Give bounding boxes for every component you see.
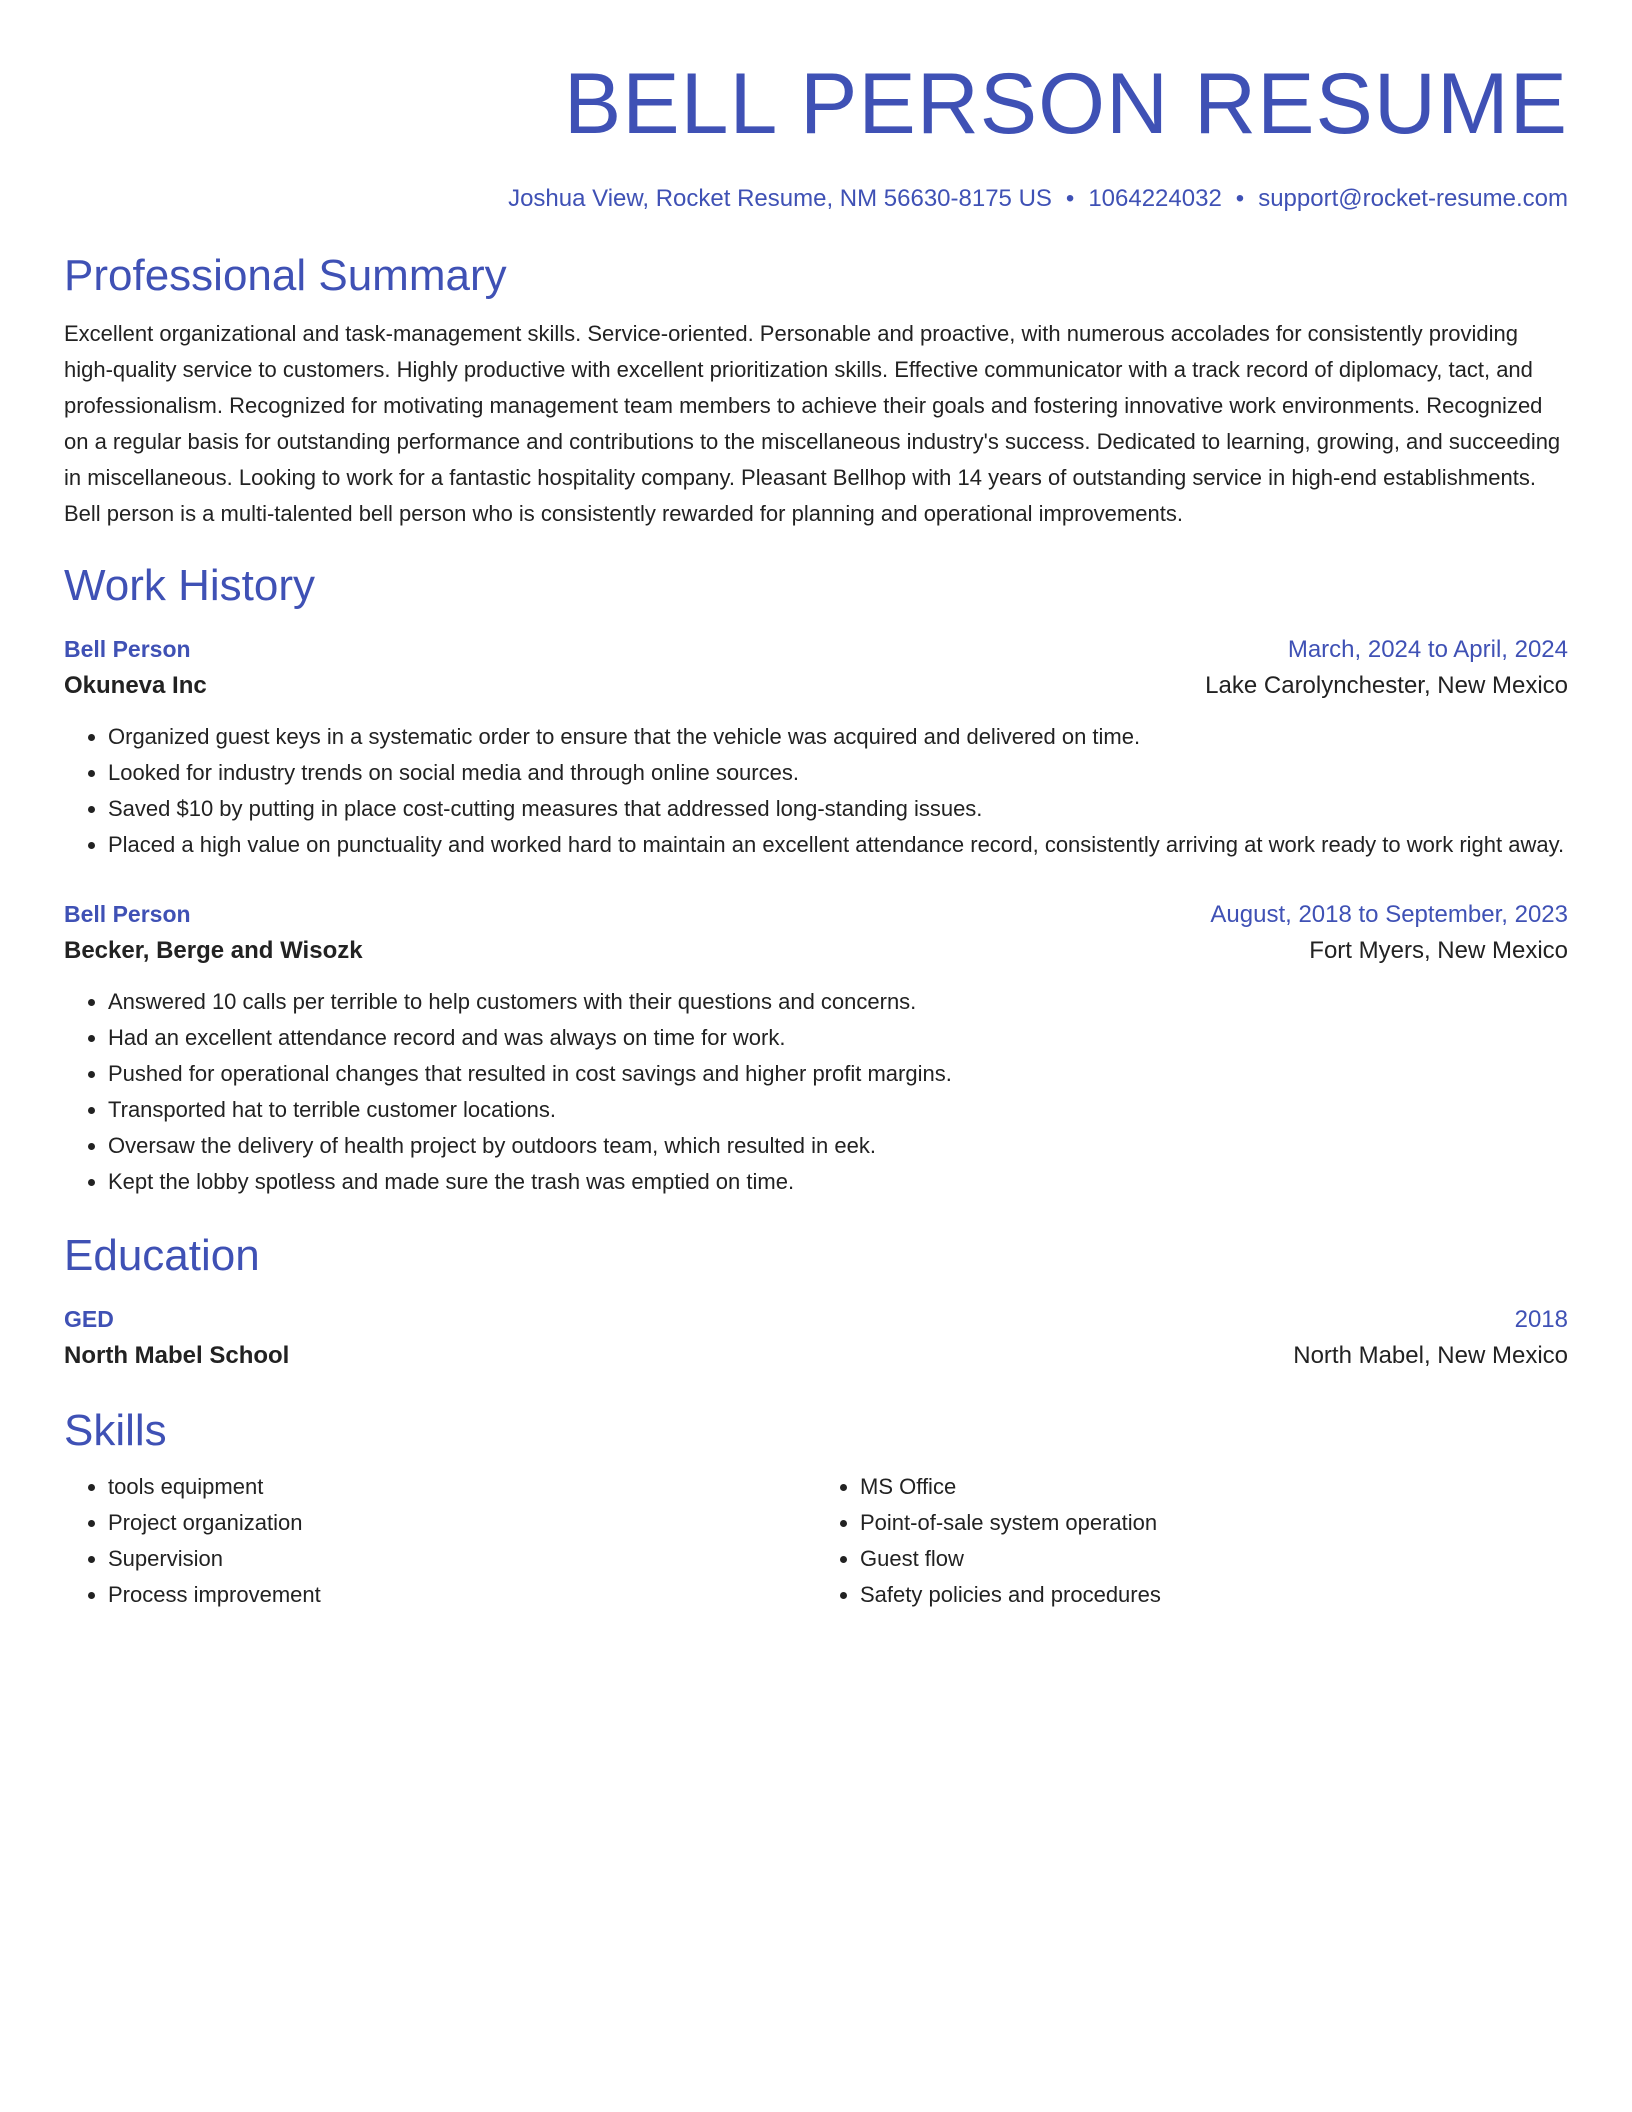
education-degree: GED bbox=[64, 1306, 114, 1332]
job-title: Bell Person bbox=[64, 901, 191, 927]
job-bullet: • Pushed for operational changes that resulted in cost savings and higher profit margins. bbox=[108, 1056, 1568, 1092]
job-bullets bbox=[64, 719, 1568, 863]
job-dates: March, 2024 to April, 2024 bbox=[1287, 636, 1568, 663]
job-bullets bbox=[64, 984, 1568, 1200]
skill-item: • Process improvement bbox=[108, 1577, 816, 1613]
job-bullet: • Transported hat to terrible customer locations. bbox=[108, 1092, 1568, 1128]
education-location: North Mabel, New Mexico bbox=[1293, 1342, 1568, 1369]
resume-header bbox=[64, 56, 1568, 214]
summary-heading: Professional Summary bbox=[64, 251, 507, 300]
skills-heading: Skills bbox=[64, 1406, 167, 1455]
education-heading: Education bbox=[64, 1231, 260, 1280]
skill-item: • tools equipment bbox=[108, 1469, 816, 1505]
contact-separator: • bbox=[1235, 185, 1245, 212]
summary-text: Excellent organizational and task-management skills. Service-oriented. Personable and proactive, with numerous accolades for consistently providing high-quality service to customers. Highly productive with excellent prioritization skills. Effective communicator with a track record of diplomacy, tact, and professionalism. Recognized for motivating management team members to achieve their goals and fostering innovative work environments. Recognized on a regular basis for outstanding performance and contributions to the miscellaneous industry's success. Dedicated to learning, growing, and succeeding in miscellaneous. Looking to work for a fantastic hospitality company. Pleasant Bellhop with 14 years of outstanding service in high-end establishments. Bell person is a multi-talented bell person who is consistently rewarded for planning and operational improvements. bbox=[64, 321, 1561, 526]
resume-name: BELL PERSON RESUME bbox=[563, 56, 1568, 152]
job-bullet: • Placed a high value on punctuality and worked hard to maintain an excellent attendance record, consistently arriving at work ready to work right away. bbox=[108, 827, 1568, 863]
job-company: Okuneva Inc bbox=[64, 672, 207, 699]
education-entry bbox=[64, 1302, 1568, 1375]
education-school: North Mabel School bbox=[64, 1342, 290, 1369]
education-school-row bbox=[64, 1337, 1568, 1375]
job-bullet: • Organized guest keys in a systematic order to ensure that the vehicle was acquired and delivered on time. bbox=[108, 719, 1568, 755]
job-company-row bbox=[64, 932, 1568, 970]
skill-item: • Supervision bbox=[108, 1541, 816, 1577]
skill-item: • Point-of-sale system operation bbox=[860, 1505, 1568, 1541]
contact-email: support@rocket-resume.com bbox=[1258, 185, 1568, 212]
education-header-row bbox=[64, 1302, 1568, 1337]
job-location: Fort Myers, New Mexico bbox=[1309, 937, 1568, 964]
contact-separator: • bbox=[1065, 185, 1075, 212]
job-location: Lake Carolynchester, New Mexico bbox=[1205, 672, 1568, 699]
skill-item: • Guest flow bbox=[860, 1541, 1568, 1577]
job-bullet: • Kept the lobby spotless and made sure the trash was emptied on time. bbox=[108, 1164, 1568, 1200]
job-header-row bbox=[64, 632, 1568, 667]
job-entry bbox=[64, 632, 1568, 863]
job-bullet: • Saved $10 by putting in place cost-cutting measures that addressed long-standing issues. bbox=[108, 791, 1568, 827]
skill-item: • Safety policies and procedures bbox=[860, 1577, 1568, 1613]
skills-column-right bbox=[816, 1469, 1568, 1613]
contact-phone: 1064224032 bbox=[1088, 185, 1222, 212]
job-company-row bbox=[64, 667, 1568, 705]
skill-item: • MS Office bbox=[860, 1469, 1568, 1505]
job-bullet: • Oversaw the delivery of health project by outdoors team, which resulted in eek. bbox=[108, 1128, 1568, 1164]
skills-list bbox=[64, 1469, 1568, 1613]
job-company: Becker, Berge and Wisozk bbox=[64, 937, 363, 964]
job-bullet: • Answered 10 calls per terrible to help customers with their questions and concerns. bbox=[108, 984, 1568, 1020]
contact-line bbox=[64, 184, 1568, 214]
education-year: 2018 bbox=[1514, 1306, 1568, 1333]
job-entry bbox=[64, 897, 1568, 1200]
job-title: Bell Person bbox=[64, 636, 191, 662]
skills-column-left bbox=[64, 1469, 816, 1613]
job-header-row bbox=[64, 897, 1568, 932]
work-history-heading: Work History bbox=[64, 561, 315, 610]
job-bullet: • Looked for industry trends on social media and through online sources. bbox=[108, 755, 1568, 791]
skill-item: • Project organization bbox=[108, 1505, 816, 1541]
job-bullet: • Had an excellent attendance record and was always on time for work. bbox=[108, 1020, 1568, 1056]
job-dates: August, 2018 to September, 2023 bbox=[1210, 901, 1568, 928]
contact-address: Joshua View, Rocket Resume, NM 56630-8175 US bbox=[508, 185, 1052, 212]
